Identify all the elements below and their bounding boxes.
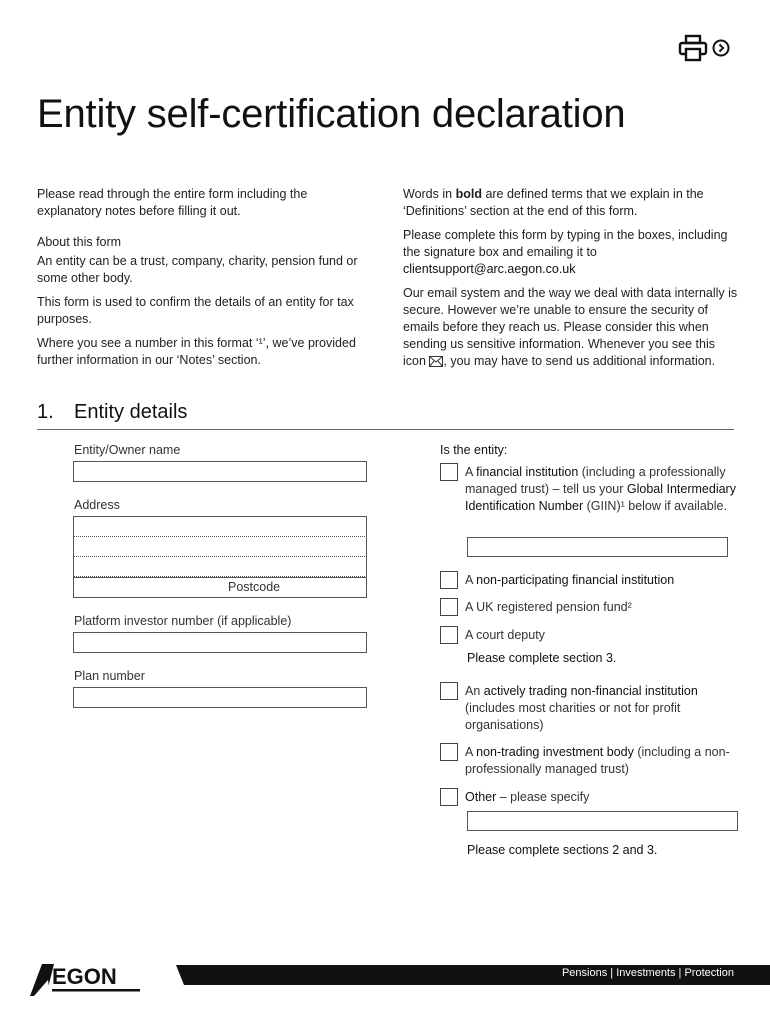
text-run: (includes most charities or not for profit organisations)	[465, 701, 681, 732]
toolbar	[678, 34, 730, 62]
entity-owner-name-label: Entity/Owner name	[74, 443, 181, 457]
defined-term: Global Intermediary Identification Number	[465, 482, 736, 513]
plan-number-field[interactable]	[73, 687, 367, 708]
intro-paragraph: This form is used to confirm the details of an entity for tax purposes.	[37, 295, 354, 326]
platform-investor-number-field[interactable]	[73, 632, 367, 653]
actively-trading-nfi-option-label	[465, 683, 740, 734]
intro-paragraph: Where you see a number in this format ‘¹’, we’ve provided further information in our ‘Notes’ section.	[37, 336, 356, 367]
platform-investor-number-label: Platform investor number (if applicable)	[74, 614, 292, 628]
print-icon[interactable]	[678, 34, 708, 62]
text-run: (GIIN)¹ below if available.	[583, 499, 727, 513]
complete-section-3-note: Please complete section 3.	[467, 651, 617, 665]
text-run: A	[465, 465, 477, 479]
email-envelope-icon	[429, 356, 443, 367]
address-line-3-field[interactable]	[73, 557, 367, 577]
security-paragraph	[403, 285, 738, 370]
defined-term: financial institution	[476, 465, 579, 479]
about-heading: About this form	[37, 235, 122, 249]
other-checkbox[interactable]	[440, 788, 458, 806]
uk-pension-fund-option-label: A UK registered pension fund²	[465, 600, 632, 614]
address-line-2-field[interactable]	[73, 537, 367, 557]
other-specify-field[interactable]	[467, 811, 738, 831]
entity-owner-name-field[interactable]	[73, 461, 367, 482]
bold-term: bold	[455, 187, 482, 201]
defined-term: Other	[465, 790, 497, 804]
other-option-label	[465, 789, 740, 806]
defined-term: non-trading investment body	[476, 745, 634, 759]
non-trading-investment-body-option-label	[465, 744, 740, 778]
court-deputy-option-label: A court deputy	[465, 628, 545, 642]
non-participating-fi-option-label	[465, 572, 740, 589]
postcode-label: Postcode	[228, 580, 281, 594]
support-email-link[interactable]: clientsupport@arc.aegon.co.uk	[403, 262, 576, 276]
non-trading-investment-body-checkbox[interactable]	[440, 743, 458, 761]
defined-term: actively trading non-financial institution	[483, 684, 698, 698]
complete-sections-2-3-note: Please complete sections 2 and 3.	[467, 843, 658, 857]
svg-text:EGON: EGON	[52, 964, 117, 989]
text-run: (including a professionally managed trust) – tell us your	[465, 465, 726, 496]
address-label: Address	[74, 498, 120, 512]
non-participating-fi-checkbox[interactable]	[440, 571, 458, 589]
text-run: are defined terms that we explain in the ‘Definitions’ section at the end of this form.	[403, 187, 704, 218]
text-run: (including a non-professionally managed trust)	[465, 745, 730, 776]
uk-pension-fund-checkbox[interactable]	[440, 598, 458, 616]
text-run: – please specify	[496, 790, 590, 804]
financial-institution-option-label	[465, 464, 740, 515]
section-title: Entity details	[74, 401, 188, 423]
section-divider	[37, 429, 734, 430]
text-run: Please complete this form by typing in the boxes, including the signature box and emailing it to	[403, 228, 728, 259]
footer-tagline: Pensions | Investments | Protection	[561, 967, 734, 979]
aegon-logo	[28, 958, 143, 998]
giin-field[interactable]	[467, 537, 728, 557]
defined-term: non-participating financial institution	[476, 573, 675, 587]
next-page-icon[interactable]	[712, 39, 730, 57]
instructions-paragraph	[403, 227, 738, 278]
definitions-paragraph	[403, 186, 738, 220]
text-run: A	[465, 745, 477, 759]
is-entity-label: Is the entity:	[440, 443, 508, 457]
text-run: An	[465, 684, 484, 698]
text-run: Words in	[403, 187, 456, 201]
text-run: , you may have to send us additional information.	[443, 354, 716, 368]
court-deputy-checkbox[interactable]	[440, 626, 458, 644]
section-number: 1.	[37, 401, 54, 423]
page-title: Entity self-certification declaration	[37, 92, 626, 136]
intro-right-column	[403, 186, 738, 377]
postcode-field[interactable]	[73, 577, 367, 598]
intro-left-column	[37, 186, 372, 376]
actively-trading-nfi-checkbox[interactable]	[440, 682, 458, 700]
financial-institution-checkbox[interactable]	[440, 463, 458, 481]
text-run: A	[465, 573, 477, 587]
text-run: Our email system and the way we deal with data internally is secure. However we’re unable to ensure the security of emails before they reach us. Please consider this when sending us sensitive information. Whenever you see this icon	[403, 286, 738, 368]
plan-number-label: Plan number	[74, 669, 145, 683]
intro-paragraph: Please read through the entire form including the explanatory notes before filling it out.	[37, 187, 308, 218]
address-line-1-field[interactable]	[73, 516, 367, 537]
intro-paragraph: An entity can be a trust, company, charity, pension fund or some other body.	[37, 254, 358, 285]
